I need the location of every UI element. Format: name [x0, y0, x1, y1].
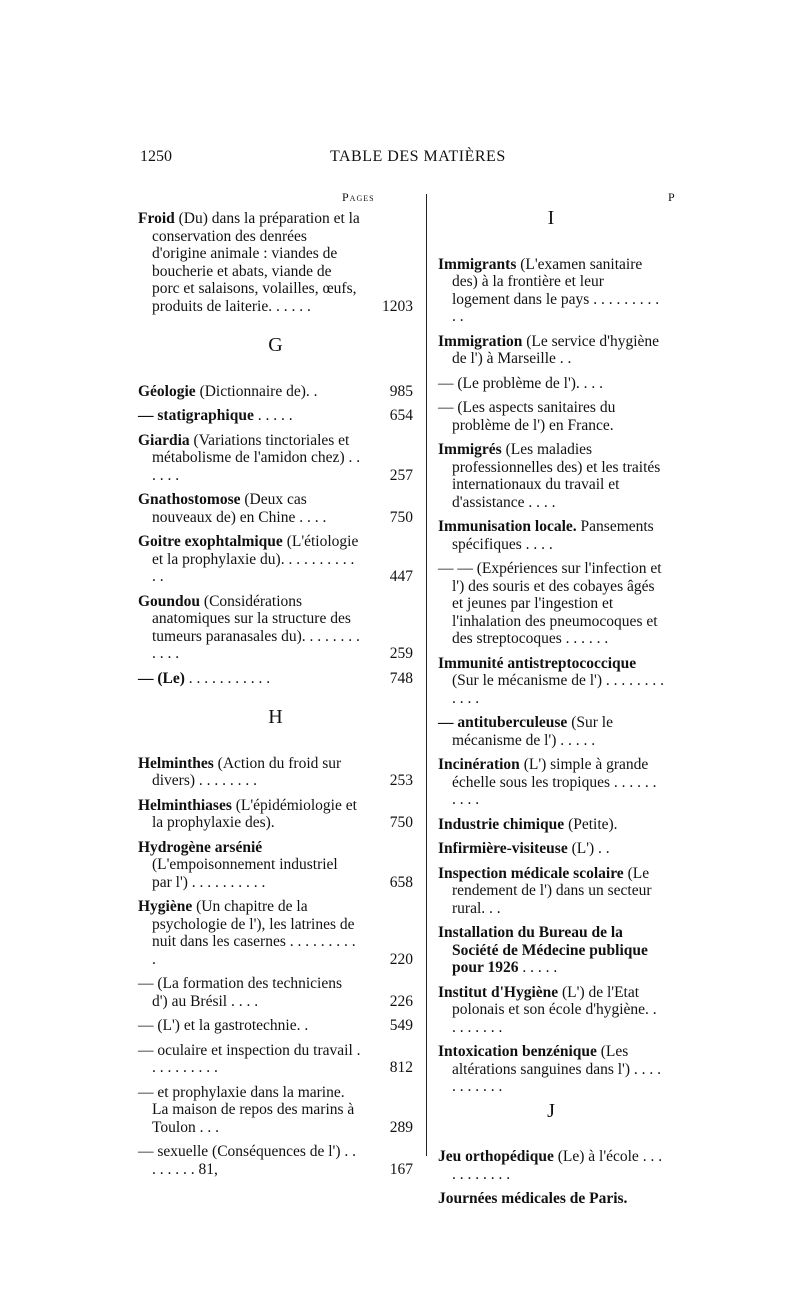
index-entry-gnathostomose — [138, 491, 413, 526]
page-ref: 289 — [389, 1118, 413, 1136]
section-letter-i: I — [547, 207, 555, 229]
entry-text: (Le) à l'école . . . . . . . . . . . — [452, 1148, 663, 1183]
index-entry-hygiene — [138, 898, 413, 968]
page-ref: 654 — [389, 407, 413, 424]
page-ref: 750 — [389, 814, 413, 831]
entry-text: — (L') et la gastrotechnie. . — [138, 1017, 309, 1034]
entry-heading: Inspection médicale scolaire — [438, 864, 624, 882]
entry-text: (Les maladies professionnelles des) et les traités internationaux du travail et d'assistance . . . . — [452, 441, 661, 511]
pages-column-label: Pages — [342, 190, 375, 204]
entry-text: (L'examen sanitaire des) à la frontière et leur logement dans le pays . . . . . . . . . . . — [452, 255, 660, 325]
page-ref: 750 — [389, 508, 413, 526]
index-entry-prophylaxie — [138, 1084, 413, 1137]
entry-text: (Petite). — [564, 815, 618, 833]
entry-text: (L'étiologie et la prophylaxie du). . . . . . . . . . . . — [152, 533, 359, 585]
entry-text: (Sur le mécanisme de l') . . . . . . . . . . . . — [452, 672, 664, 707]
entry-text: (Variations tinctoriales et métabolisme de l'amidon chez) . . . . . . — [152, 431, 361, 484]
page-ref: 658 — [389, 873, 413, 891]
index-entry-goundou-le — [138, 670, 413, 688]
index-entry-immigration — [438, 333, 664, 368]
index-entry-gastrotechnie — [138, 1017, 413, 1035]
entry-heading: Goundou — [138, 592, 201, 610]
entry-heading: Immigrés — [438, 441, 502, 458]
index-entry-goitre — [138, 533, 413, 586]
entry-text: (Deux cas nouveaux de) en Chine . . . . — [152, 491, 327, 526]
entry-text: — et prophylaxie dans la marine. La maison de repos des marins à Toulon . . . — [138, 1083, 355, 1136]
index-entry-infirmiere — [438, 840, 664, 858]
index-entry-immunite — [438, 655, 664, 708]
entry-text: (Les altérations sanguines dans l') . . . . . . . . . . . — [452, 1043, 661, 1095]
entry-text: — (La formation des techniciens d') au Brésil . . . . — [138, 975, 343, 1010]
index-entry-institut — [438, 984, 664, 1037]
page-ref: 253 — [389, 772, 413, 789]
section-letter-j: J — [547, 1099, 555, 1122]
entry-heading: — statigraphique — [138, 407, 254, 424]
entry-heading: Goitre exophtalmique — [138, 533, 283, 550]
entry-text: (Action du froid sur divers) . . . . . . . . — [152, 754, 342, 789]
entry-heading: Helminthiases — [138, 796, 232, 814]
entry-heading: Froid — [138, 210, 175, 227]
entry-text: (L'épidémiologie et la prophylaxie des). — [152, 796, 357, 831]
column-divider — [426, 194, 427, 1156]
right-pages-column-label: P — [668, 190, 675, 204]
index-entry-immigrants — [438, 256, 664, 326]
entry-heading: Géologie — [138, 382, 196, 400]
entry-heading: Intoxication benzénique — [438, 1043, 597, 1060]
entry-heading: Gnathostomose — [138, 491, 241, 508]
entry-heading: Hydrogène arsénié — [138, 838, 263, 856]
index-entry-aspects — [438, 399, 664, 434]
entry-heading: Institut d'Hygiène — [438, 983, 559, 1001]
entry-text: — — (Expériences sur l'infection et l') des souris et des cobayes âgés et jeunes par l'ingestion et l'inhalation des pneumocoques et des streptocoques . . . . . . — [438, 560, 662, 647]
index-entry-intoxication — [438, 1043, 664, 1096]
index-entry-sexuelle — [138, 1143, 413, 1178]
entry-heading: Immigration — [438, 332, 523, 350]
page-ref: 259 — [389, 645, 413, 662]
entry-text: . . . . . . . . . . . — [184, 669, 271, 687]
entry-heading: Industrie chimique — [438, 815, 565, 833]
index-entry-oculaire — [138, 1042, 413, 1077]
entry-text: — (Le problème de l'). . . . — [438, 374, 604, 392]
right-column — [438, 204, 664, 1215]
entry-heading: Hygiène — [138, 898, 193, 915]
index-entry-probleme — [438, 375, 664, 393]
entry-text: (Un chapitre de la psychologie de l'), les latrines de nuit dans les casernes . . . . . . . . . . — [152, 898, 356, 968]
index-entry-geologie — [138, 383, 413, 401]
page-ref: 812 — [389, 1059, 413, 1076]
section-letter-h: H — [268, 706, 283, 728]
page-ref: 447 — [389, 568, 413, 585]
entry-heading: Helminthes — [138, 754, 214, 772]
entry-heading: Giardia — [138, 431, 190, 449]
page-ref: 167 — [389, 1160, 413, 1178]
entry-text: — (Les aspects sanitaires du problème de l') en France. — [438, 399, 616, 434]
entry-text: (L'empoisonnement industriel par l') . . . . . . . . . . — [152, 856, 338, 891]
page-ref: 748 — [389, 669, 413, 687]
page-ref: 1203 — [382, 297, 413, 315]
page-ref: 220 — [389, 950, 413, 968]
entry-heading: Incinération — [438, 756, 520, 773]
index-entry-jeu — [438, 1148, 664, 1183]
entry-heading: Immunité antistreptococcique — [438, 654, 637, 672]
entry-heading: Jeu orthopédique — [438, 1148, 554, 1165]
entry-heading: — antituberculeuse — [438, 714, 568, 731]
index-entry-installation — [438, 924, 664, 977]
entry-text: . . . . . — [253, 407, 293, 424]
entry-text: — oculaire et inspection du travail . . . . . . . . . . — [138, 1041, 361, 1076]
index-entry-experiences — [438, 560, 664, 648]
entry-text: (L') simple à grande échelle sous les tropiques . . . . . . . . . . — [452, 756, 657, 808]
page-ref: 257 — [389, 466, 413, 484]
left-column — [138, 210, 413, 1185]
index-entry-helminthes — [138, 755, 413, 790]
index-entry-giardia — [138, 432, 413, 485]
entry-text: (Dictionnaire de). . — [195, 382, 318, 400]
entry-text: (L') de l'Etat polonais et son école d'hygiène. . . . . . . . . — [452, 983, 657, 1036]
entry-heading: Immigrants — [438, 255, 517, 273]
entry-text: (Considérations anatomiques sur la structure des tumeurs paranasales du). . . . . . . . . . . . — [152, 592, 360, 662]
index-entry-antituberculeuse — [438, 714, 664, 749]
entry-text: . . . . . — [518, 959, 558, 976]
entry-heading: Infirmière-visiteuse — [438, 840, 568, 857]
page-number: 1250 — [140, 148, 172, 165]
page-ref: 226 — [389, 992, 413, 1010]
index-entry-hydrogene — [138, 839, 413, 892]
page-ref: 985 — [389, 382, 413, 400]
entry-text: — sexuelle (Conséquences de l') . . . . . . . . 81, — [138, 1143, 357, 1178]
index-entry-goundou — [138, 593, 413, 663]
entry-text: (Sur le mécanisme de l') . . . . . — [452, 714, 613, 749]
index-entry-incineration — [438, 756, 664, 809]
entry-heading: — (Le) — [138, 669, 185, 687]
page-ref: 549 — [389, 1017, 413, 1034]
running-title: TABLE DES MATIÈRES — [330, 148, 506, 165]
index-entry-industrie — [438, 816, 664, 834]
entry-text: (Le service d'hygiène de l') à Marseille . . — [452, 332, 660, 367]
index-entry-froid — [138, 210, 413, 315]
index-entry-immunisation — [438, 518, 664, 553]
entry-text: (L') . . — [567, 840, 610, 857]
index-entry-inspection — [438, 865, 664, 918]
index-entry-statigraphique — [138, 407, 413, 425]
entry-heading: Installation du Bureau de la Société de Médecine publique pour 1926 — [438, 924, 648, 976]
index-entry-journees — [438, 1190, 664, 1208]
entry-heading: Immunisation locale. — [438, 518, 577, 535]
index-entry-immigres — [438, 441, 664, 511]
entry-text: (Du) dans la préparation et la conservation des denrées d'origine animale : viandes de boucherie et abats, viande de porc et salaisons, volailles, œufs, produits de laiterie. . . . . . — [152, 210, 360, 315]
entry-text: Pansements spécifiques . . . . — [452, 518, 654, 553]
index-entry-formation — [138, 975, 413, 1010]
entry-heading: Journées médicales de Paris. — [438, 1190, 628, 1207]
index-entry-helminthiases — [138, 797, 413, 832]
section-letter-g: G — [268, 334, 283, 356]
entry-text: (Le rendement de l') dans un secteur rural. . . — [452, 864, 652, 917]
